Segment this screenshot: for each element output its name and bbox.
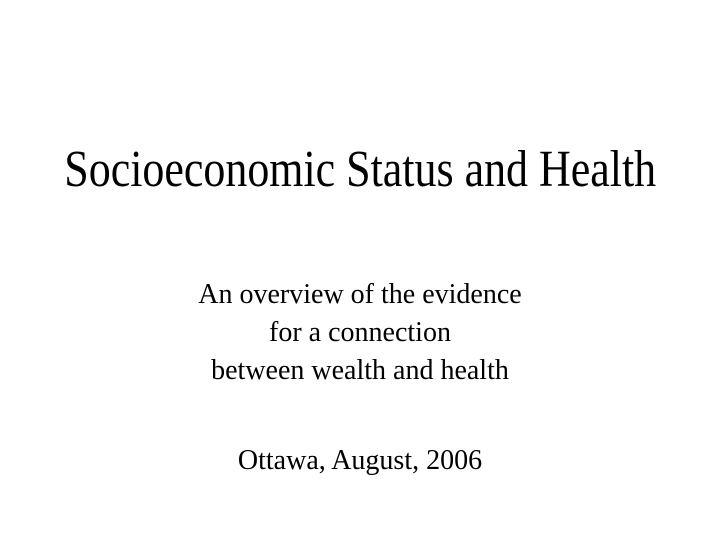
slide-subtitle-container [0,276,720,390]
slide-title-container [0,142,720,198]
location-date-line: Ottawa, August, 2006 [237,445,483,476]
subtitle-line-2: for a connection [269,317,451,348]
subtitle-line-1: An overview of the evidence [198,279,522,310]
slide-date-container [0,442,720,480]
page-title: Socioeconomic Status and Health [64,141,656,198]
subtitle-line-3: between wealth and health [211,355,509,386]
